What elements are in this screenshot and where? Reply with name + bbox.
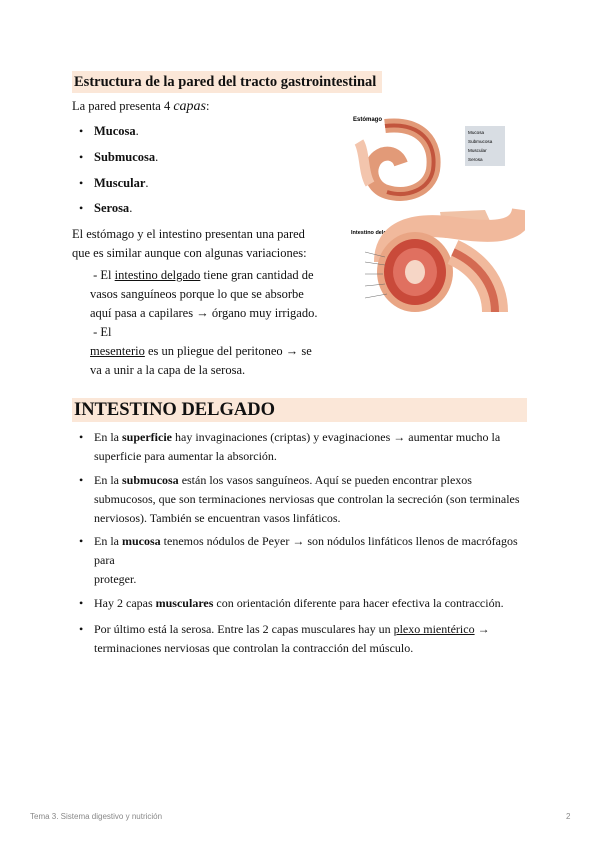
main-heading: INTESTINO DELGADO: [74, 400, 275, 420]
note-2-line: mesenterio es un pliegue del peritoneo → se: [90, 344, 312, 358]
gi-wall-figure: [345, 112, 525, 330]
bullet-mucosa: • En la mucosa tenemos nódulos de Peyer → son nódulos linfáticos llenos de macrófagos para proteger.: [94, 532, 534, 589]
notes-block: - El intestino delgado tiene gran cantidad de vasos sanguíneos porque lo que se absorbe aquí pasa a capilares → órgano muy irrigado. - El mesenterio es un pliegue del peritoneo → se va a unir a la capa de la serosa.: [90, 266, 330, 380]
footer-title: Tema 3. Sistema digestivo y nutrición: [30, 812, 163, 821]
legend-muscular: Muscular: [468, 148, 487, 153]
figure-label-stomach: Estómago: [353, 117, 383, 123]
legend-mucosa: Mucosa: [468, 130, 485, 135]
mesenterio-link: mesenterio: [90, 344, 145, 358]
intro-emph: capas: [173, 99, 207, 114]
bullet-musculares: • Hay 2 capas musculares con orientación diferente para hacer efectiva la contracción.: [94, 594, 534, 613]
intro-suffix: :: [206, 99, 210, 113]
bullet-submucosa: • En la submucosa están los vasos sanguíneos. Aquí se pueden encontrar plexos submucosos, que son terminaciones nerviosas que controlan la secreción (son terminales nerviosos). También se encuentran vasos linfáticos.: [94, 471, 534, 528]
main-heading-box: [72, 398, 527, 422]
section-heading: Estructura de la pared del tracto gastrointestinal: [74, 74, 377, 90]
legend-serosa: Serosa: [468, 157, 483, 162]
bullet-serosa: • Por último está la serosa. Entre las 2 capas musculares hay un plexo mientérico → terminaciones nerviosas que controlan la contracción del músculo.: [94, 620, 534, 658]
section-heading-box: [72, 71, 382, 93]
legend-submucosa: Submucosa: [468, 139, 493, 144]
page-number: 2: [566, 812, 571, 821]
intro-line: [72, 97, 210, 116]
bullet-superficie: • En la superficie hay invaginaciones (criptas) y evaginaciones → aumentar mucho la superficie para aumentar la absorción.: [94, 428, 534, 466]
plexo-link: plexo mientérico: [393, 622, 475, 636]
layer-item: • Submucosa.: [94, 150, 158, 165]
layer-item: • Mucosa.: [94, 124, 139, 139]
layer-item: • Serosa.: [94, 201, 132, 216]
intro-prefix: La pared presenta 4: [72, 99, 174, 113]
note-1-line1: - El intestino delgado tiene gran cantidad de: [93, 268, 314, 282]
figure-label-intestine: Intestino delgado: [351, 230, 397, 236]
structure-paragraph: El estómago y el intestino presentan una pared que es similar aunque con algunas variaciones:: [72, 227, 307, 260]
layer-item: • Muscular.: [94, 176, 149, 191]
intestino-link: intestino delgado: [114, 268, 201, 282]
